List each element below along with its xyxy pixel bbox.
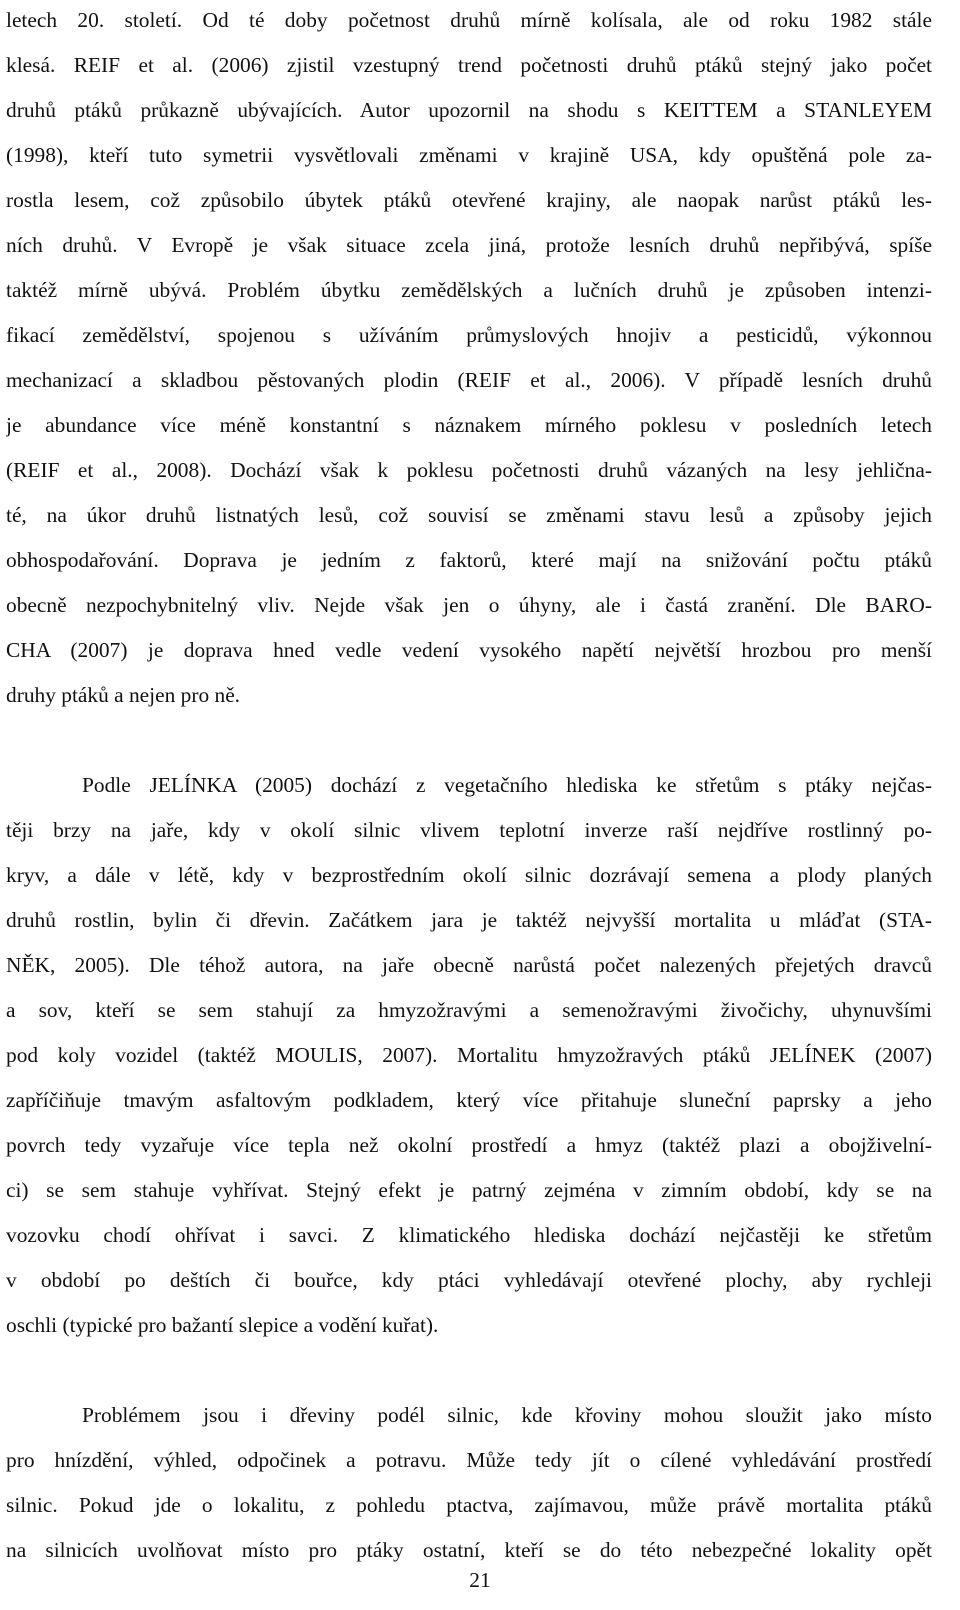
- text-line: Problémem jsou i dřeviny podél silnic, kde křoviny mohou sloužit jako místo: [82, 1403, 932, 1427]
- page-number: 21: [469, 1568, 491, 1592]
- text-line: té, na úkor druhů listnatých lesů, což souvisí se změnami stavu lesů a způsoby jejich: [6, 503, 932, 527]
- text-line: silnic. Pokud jde o lokalitu, z pohledu ptactva, zajímavou, může právě mortalita ptáků: [6, 1493, 932, 1517]
- text-line: je abundance více méně konstantní s náznakem mírného poklesu v posledních letech: [6, 413, 932, 437]
- text-line: (1998), kteří tuto symetrii vysvětlovali změnami v krajině USA, kdy opuštěná pole za-: [6, 143, 932, 167]
- text-line: mechanizací a skladbou pěstovaných plodin (REIF et al., 2006). V případě lesních druhů: [6, 368, 932, 392]
- text-line: zapříčiňuje tmavým asfaltovým podkladem, který více přitahuje sluneční paprsky a jeho: [6, 1088, 932, 1112]
- text-line: rostla lesem, což způsobilo úbytek ptáků otevřené krajiny, ale naopak narůst ptáků les-: [6, 188, 932, 212]
- text-line: CHA (2007) je doprava hned vedle vedení vysokého napětí největší hrozbou pro menší: [6, 638, 932, 662]
- text-line: druhy ptáků a nejen pro ně.: [6, 683, 241, 707]
- text-line: povrch tedy vyzařuje více tepla než okolní prostředí a hmyz (taktéž plazi a obojživelní-: [6, 1133, 932, 1157]
- text-line: NĚK, 2005). Dle téhož autora, na jaře obecně narůstá počet nalezených přejetých dravců: [6, 953, 932, 977]
- text-line: druhů ptáků průkazně ubývajících. Autor upozornil na shodu s KEITTEM a STANLEYEM: [6, 98, 932, 122]
- text-line: těji brzy na jaře, kdy v okolí silnic vlivem teplotní inverze raší nejdříve rostlinný po-: [6, 818, 932, 842]
- text-line: ních druhů. V Evropě je však situace zcela jiná, protože lesních druhů nepřibývá, spíše: [6, 233, 932, 257]
- text-line: obecně nezpochybnitelný vliv. Nejde však jen o úhyny, ale i častá zranění. Dle BARO-: [6, 593, 932, 617]
- text-line: taktéž mírně ubývá. Problém úbytku zemědělských a lučních druhů je způsoben intenzi-: [6, 278, 932, 302]
- text-line: fikací zemědělství, spojenou s užíváním průmyslových hnojiv a pesticidů, výkonnou: [6, 323, 932, 347]
- text-line: na silnicích uvolňovat místo pro ptáky ostatní, kteří se do této nebezpečné lokality opět: [6, 1538, 932, 1562]
- text-line: pod koly vozidel (taktéž MOULIS, 2007). Mortalitu hmyzožravých ptáků JELÍNEK (2007): [6, 1043, 932, 1067]
- text-line: (REIF et al., 2008). Dochází však k poklesu početnosti druhů vázaných na lesy jehlična-: [6, 458, 932, 482]
- text-line: a sov, kteří se sem stahují za hmyzožravými a semenožravými živočichy, uhynuvšími: [6, 998, 932, 1022]
- text-line: v období po deštích či bouřce, kdy ptáci vyhledávají otevřené plochy, aby rychleji: [6, 1268, 932, 1292]
- text-line: oschli (typické pro bažantí slepice a vodění kuřat).: [6, 1313, 439, 1337]
- text-line: klesá. REIF et al. (2006) zjistil vzestupný trend početnosti druhů ptáků stejný jako počet: [6, 53, 932, 77]
- text-line: ci) se sem stahuje vyhřívat. Stejný efekt je patrný zejména v zimním období, kdy se na: [6, 1178, 932, 1202]
- text-line: obhospodařování. Doprava je jedním z faktorů, které mají na snižování počtu ptáků: [6, 548, 932, 572]
- text-line: kryv, a dále v létě, kdy v bezprostředním okolí silnic dozrávají semena a plody planých: [6, 863, 932, 887]
- text-line: vozovku chodí ohřívat i savci. Z klimatického hlediska dochází nejčastěji ke střetům: [6, 1223, 932, 1247]
- text-line: Podle JELÍNKA (2005) dochází z vegetačního hlediska ke střetům s ptáky nejčas-: [82, 773, 932, 797]
- text-line: druhů rostlin, bylin či dřevin. Začátkem jara je taktéž nejvyšší mortalita u mláďat (STA-: [6, 908, 932, 932]
- text-line: letech 20. století. Od té doby početnost druhů mírně kolísala, ale od roku 1982 stále: [6, 8, 932, 32]
- text-line: pro hnízdění, výhled, odpočinek a potravu. Může tedy jít o cílené vyhledávání prostředí: [6, 1448, 932, 1472]
